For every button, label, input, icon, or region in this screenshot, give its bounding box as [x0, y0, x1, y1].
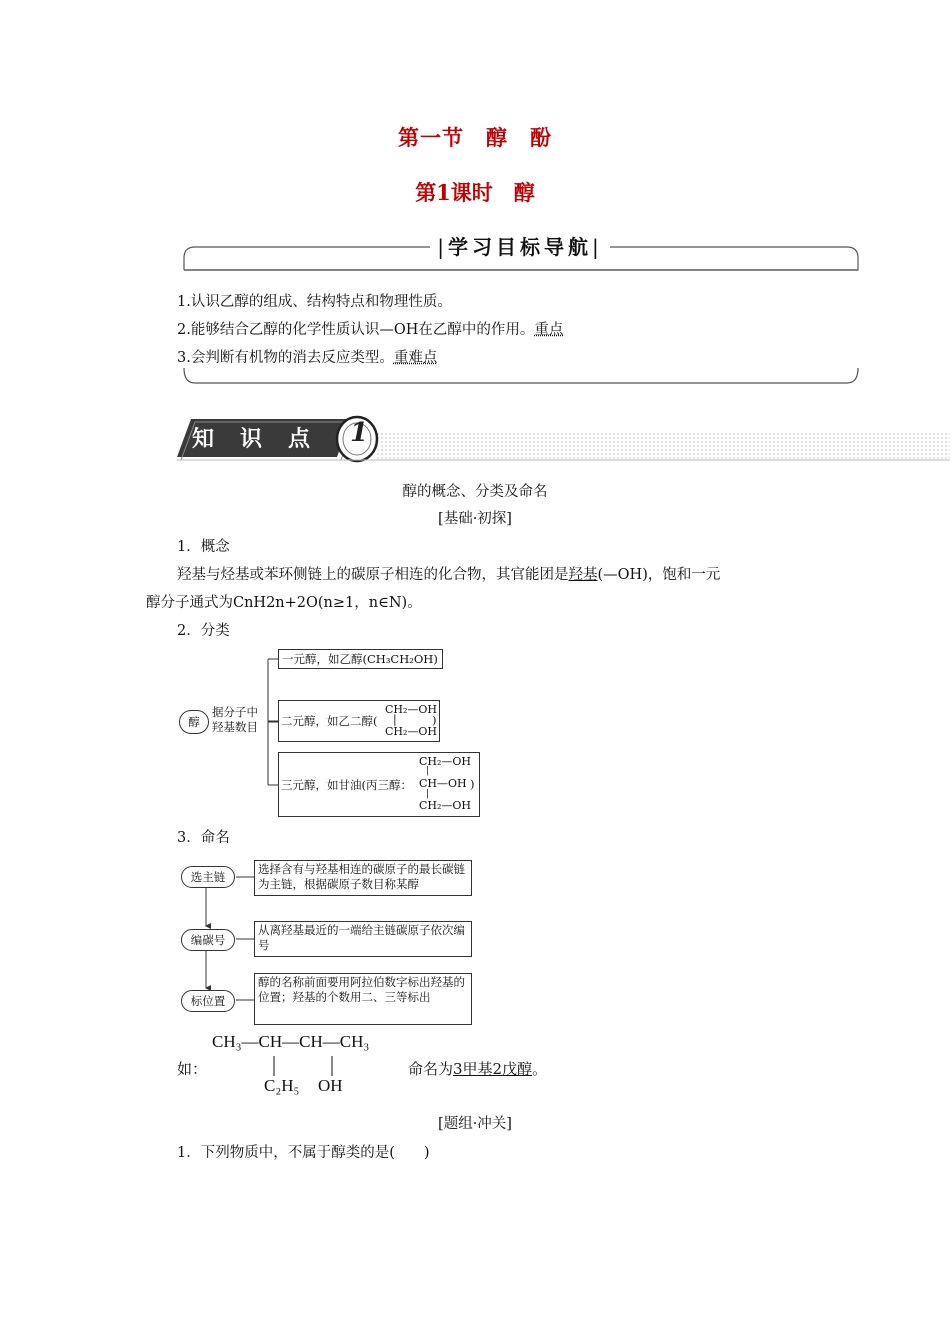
example-formula-hydroxyl: OH — [318, 1076, 343, 1095]
trihydric-box: 三元醇，如甘油(丙三醇： CH₂—OH | CH—OH | CH₂—OH ) — [278, 752, 480, 817]
banner-number: 1 — [350, 418, 369, 448]
concept-line-2: 醇分子通式为CnH2n+2O(n≥1，n∈N)。 — [146, 595, 422, 611]
concept-line-1: 羟基与烃基或苯环侧链上的碳原子相连的化合物，其官能团是羟基(—OH)，饱和一元 — [177, 567, 721, 583]
naming-step-1: 选主链 — [181, 866, 235, 888]
question-1: 1．下列物质中，不属于醇类的是( ) — [177, 1145, 430, 1161]
heading-naming: 3．命名 — [177, 830, 230, 846]
goal-item-1: 1.认识乙醇的组成、结构特点和物理性质。 — [177, 294, 452, 310]
example-prefix: 如： — [177, 1060, 208, 1078]
naming-desc-2: 从离羟基最近的一端给主链碳原子依次编号 — [254, 921, 472, 957]
banner-label: 知 识 点 — [192, 427, 313, 452]
naming-desc-3: 醇的名称前面要用阿拉伯数字标出羟基的位置；羟基的个数用二、三等标出 — [254, 973, 472, 1025]
goals-heading: |学习目标导航| — [430, 232, 610, 262]
example-formula-main: CH₃—CH—CH—CH₃ — [212, 1032, 370, 1051]
dihydric-box: 二元醇，如乙二醇( CH₂—OH | CH₂—OH ) — [278, 700, 440, 742]
classification-basis: 据分子中羟基数目 — [212, 705, 258, 734]
alcohol-root: 醇 — [179, 710, 209, 734]
naming-step-3: 标位置 — [181, 990, 235, 1012]
example-formula-bonds — [262, 1054, 342, 1078]
section-title: 醇的概念、分类及命名 — [402, 484, 548, 500]
naming-desc-1: 选择含有与羟基相连的碳原子的最长碳链为主链，根据碳原子数目称某醇 — [254, 860, 472, 896]
page-subtitle: 第1课时 醇 — [415, 180, 535, 205]
goal-item-2: 2.能够结合乙醇的化学性质认识—OH在乙醇中的作用。重点 — [177, 322, 564, 338]
goal-item-3: 3.会判断有机物的消去反应类型。重难点 — [177, 350, 438, 366]
section-tag-basics: [基础·初探] — [438, 511, 512, 527]
heading-classification: 2．分类 — [177, 623, 230, 639]
page-title: 第一节 醇 酚 — [398, 125, 552, 150]
example-name: 命名为3甲基2戊醇。 — [408, 1060, 548, 1078]
monohydric-box: 一元醇，如乙醇(CH₃CH₂OH) — [278, 649, 443, 669]
naming-step-2: 编碳号 — [181, 929, 235, 951]
example-formula-ethyl: C₂H₅ — [264, 1076, 300, 1095]
heading-concept: 1．概念 — [177, 539, 230, 555]
section-tag-practice: [题组·冲关] — [438, 1116, 512, 1132]
